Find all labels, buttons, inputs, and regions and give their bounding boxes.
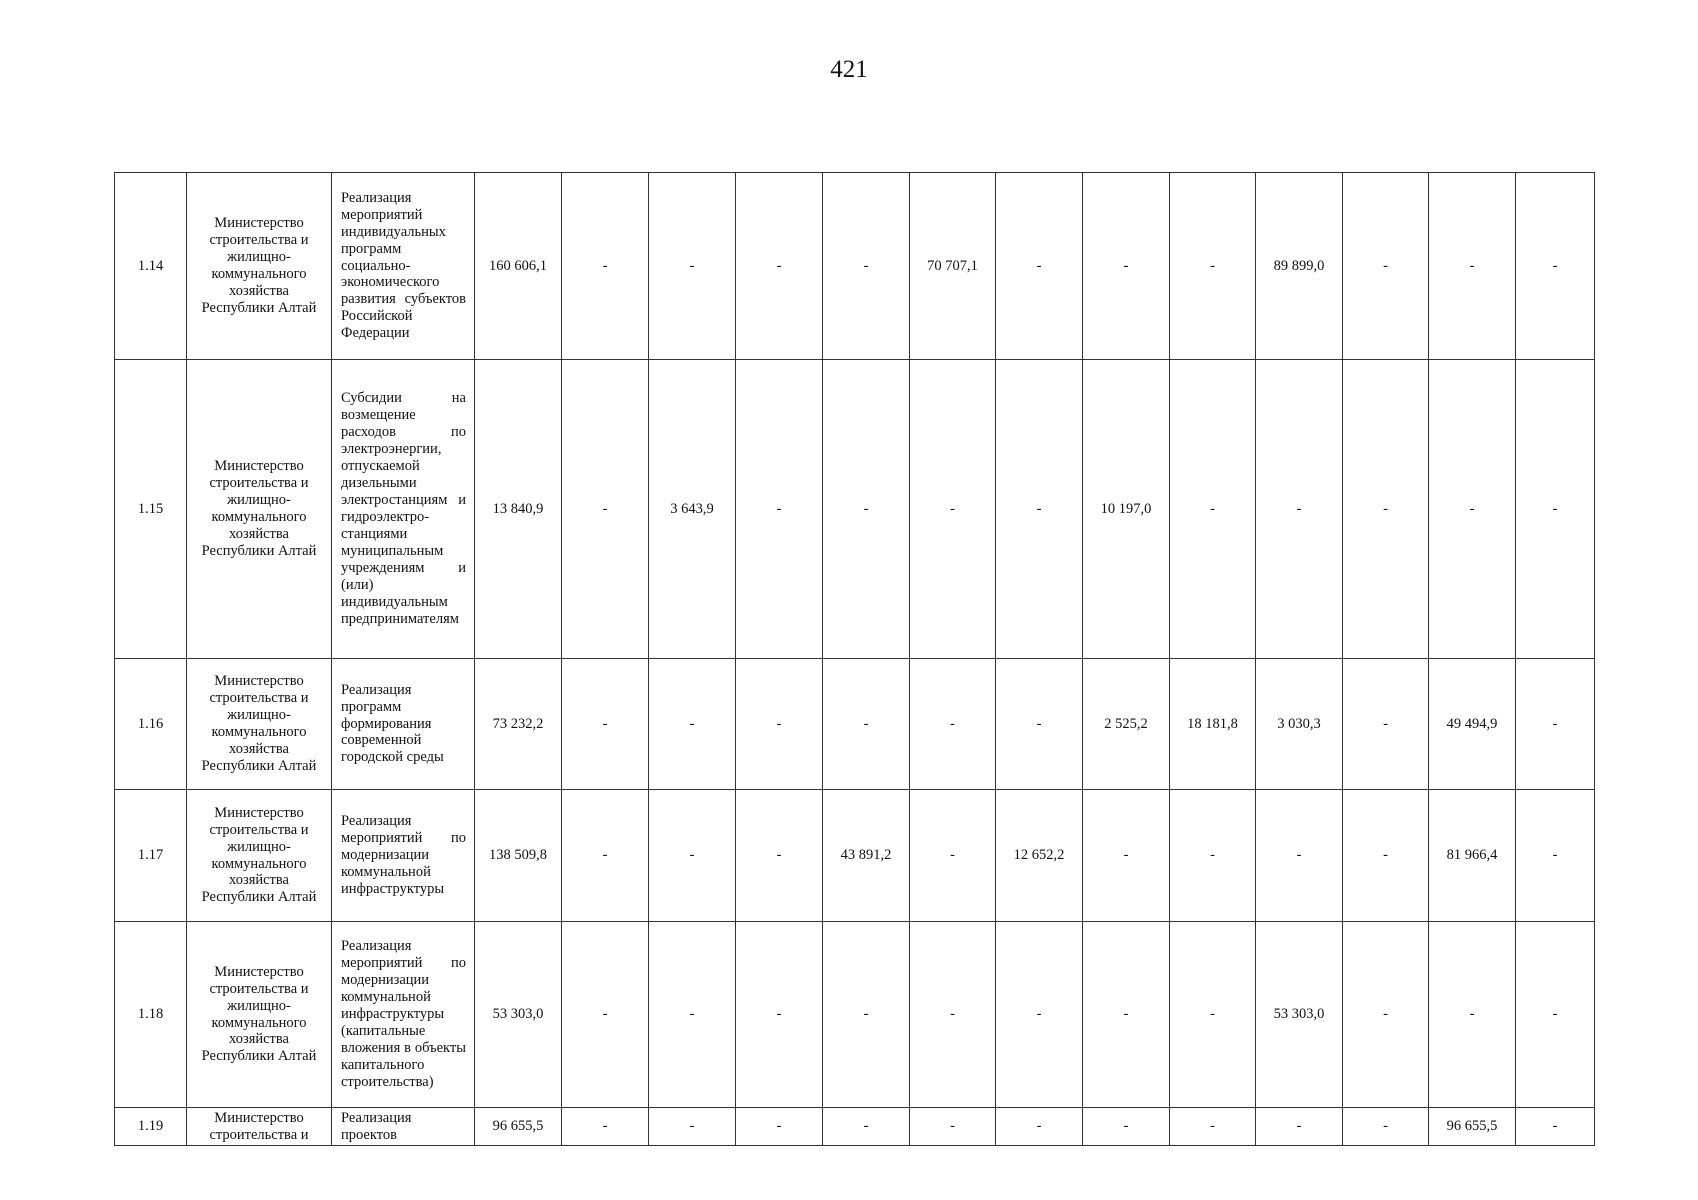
- value-cell: -: [562, 173, 649, 360]
- value-cell: -: [1256, 1108, 1343, 1146]
- value-cell: -: [1083, 790, 1170, 922]
- value-cell: -: [996, 173, 1083, 360]
- value-cell: -: [1170, 173, 1256, 360]
- value-cell: -: [823, 1108, 910, 1146]
- row-code: 1.19: [115, 1108, 187, 1146]
- value-cell: -: [823, 922, 910, 1108]
- value-cell: 43 891,2: [823, 790, 910, 922]
- responsible-organization: Министерство строительства и жилищно-коммунального хозяйства Республики Алтай: [187, 790, 332, 922]
- value-cell: -: [1343, 360, 1429, 659]
- value-cell: 89 899,0: [1256, 173, 1343, 360]
- value-cell: -: [736, 922, 823, 1108]
- value-cell: 53 303,0: [475, 922, 562, 1108]
- value-cell: -: [1516, 1108, 1595, 1146]
- value-cell: -: [996, 659, 1083, 790]
- activity-description: Реализация мероприятий по модернизации коммунальной инфраструктуры: [332, 790, 475, 922]
- value-cell: -: [910, 360, 996, 659]
- value-cell: -: [996, 1108, 1083, 1146]
- value-cell: -: [562, 360, 649, 659]
- value-cell: 96 655,5: [475, 1108, 562, 1146]
- activity-description: Реализация программ формирования современной городской среды: [332, 659, 475, 790]
- responsible-organization: Министерство строительства и жилищно-коммунального хозяйства Республики Алтай: [187, 659, 332, 790]
- value-cell: -: [649, 659, 736, 790]
- value-cell: -: [1256, 790, 1343, 922]
- activity-description: Субсидии на возмещение расходов по электроэнергии, отпускаемой дизельными электростанциям и гидроэлектро-станциями муниципальным учреждениям и (или) индивидуальным предпринимателям: [332, 360, 475, 659]
- activity-description: Реализация мероприятий по модернизации коммунальной инфраструктуры (капитальные вложения в объекты капитального строительства): [332, 922, 475, 1108]
- value-cell: 138 509,8: [475, 790, 562, 922]
- value-cell: -: [649, 922, 736, 1108]
- value-cell: -: [1516, 173, 1595, 360]
- value-cell: -: [736, 1108, 823, 1146]
- value-cell: 160 606,1: [475, 173, 562, 360]
- value-cell: -: [736, 360, 823, 659]
- row-code: 1.14: [115, 173, 187, 360]
- value-cell: -: [1170, 1108, 1256, 1146]
- value-cell: 13 840,9: [475, 360, 562, 659]
- value-cell: 3 030,3: [1256, 659, 1343, 790]
- budget-table: [114, 172, 1595, 1146]
- value-cell: -: [1516, 659, 1595, 790]
- activity-description: Реализация проектов: [332, 1108, 475, 1146]
- value-cell: 12 652,2: [996, 790, 1083, 922]
- value-cell: -: [1170, 790, 1256, 922]
- responsible-organization: Министерство строительства и жилищно-коммунального хозяйства Республики Алтай: [187, 360, 332, 659]
- value-cell: -: [649, 1108, 736, 1146]
- value-cell: -: [996, 922, 1083, 1108]
- value-cell: -: [823, 659, 910, 790]
- value-cell: -: [823, 360, 910, 659]
- table-row: [115, 659, 1595, 790]
- value-cell: 2 525,2: [1083, 659, 1170, 790]
- table-row: [115, 922, 1595, 1108]
- value-cell: -: [1429, 922, 1516, 1108]
- value-cell: -: [1083, 173, 1170, 360]
- value-cell: 10 197,0: [1083, 360, 1170, 659]
- value-cell: -: [736, 790, 823, 922]
- page-number: 421: [830, 56, 868, 83]
- responsible-organization: Министерство строительства и: [187, 1108, 332, 1146]
- value-cell: 81 966,4: [1429, 790, 1516, 922]
- value-cell: -: [1170, 922, 1256, 1108]
- value-cell: 70 707,1: [910, 173, 996, 360]
- value-cell: 96 655,5: [1429, 1108, 1516, 1146]
- value-cell: -: [649, 790, 736, 922]
- value-cell: -: [1170, 360, 1256, 659]
- value-cell: -: [996, 360, 1083, 659]
- responsible-organization: Министерство строительства и жилищно-коммунального хозяйства Республики Алтай: [187, 173, 332, 360]
- value-cell: 73 232,2: [475, 659, 562, 790]
- responsible-organization: Министерство строительства и жилищно-коммунального хозяйства Республики Алтай: [187, 922, 332, 1108]
- table-row: [115, 173, 1595, 360]
- value-cell: -: [823, 173, 910, 360]
- value-cell: -: [649, 173, 736, 360]
- value-cell: -: [1083, 1108, 1170, 1146]
- value-cell: 18 181,8: [1170, 659, 1256, 790]
- value-cell: 49 494,9: [1429, 659, 1516, 790]
- value-cell: -: [1343, 1108, 1429, 1146]
- table-row: [115, 360, 1595, 659]
- value-cell: -: [910, 922, 996, 1108]
- value-cell: -: [736, 173, 823, 360]
- value-cell: -: [910, 790, 996, 922]
- row-code: 1.15: [115, 360, 187, 659]
- row-code: 1.18: [115, 922, 187, 1108]
- value-cell: -: [1083, 922, 1170, 1108]
- value-cell: -: [1429, 360, 1516, 659]
- value-cell: -: [1343, 173, 1429, 360]
- value-cell: -: [1429, 173, 1516, 360]
- value-cell: -: [1343, 922, 1429, 1108]
- row-code: 1.17: [115, 790, 187, 922]
- activity-description: Реализация мероприятий индивидуальных программ социально-экономического развития субъектов Российской Федерации: [332, 173, 475, 360]
- table-row: [115, 790, 1595, 922]
- value-cell: -: [1343, 659, 1429, 790]
- value-cell: -: [910, 1108, 996, 1146]
- table-row: [115, 1108, 1595, 1146]
- value-cell: -: [562, 659, 649, 790]
- value-cell: -: [1516, 790, 1595, 922]
- value-cell: -: [1343, 790, 1429, 922]
- value-cell: 3 643,9: [649, 360, 736, 659]
- value-cell: -: [910, 659, 996, 790]
- value-cell: -: [1516, 922, 1595, 1108]
- value-cell: -: [736, 659, 823, 790]
- value-cell: 53 303,0: [1256, 922, 1343, 1108]
- value-cell: -: [562, 790, 649, 922]
- value-cell: -: [1256, 360, 1343, 659]
- row-code: 1.16: [115, 659, 187, 790]
- value-cell: -: [1516, 360, 1595, 659]
- table-body: [115, 173, 1595, 1146]
- value-cell: -: [562, 1108, 649, 1146]
- value-cell: -: [562, 922, 649, 1108]
